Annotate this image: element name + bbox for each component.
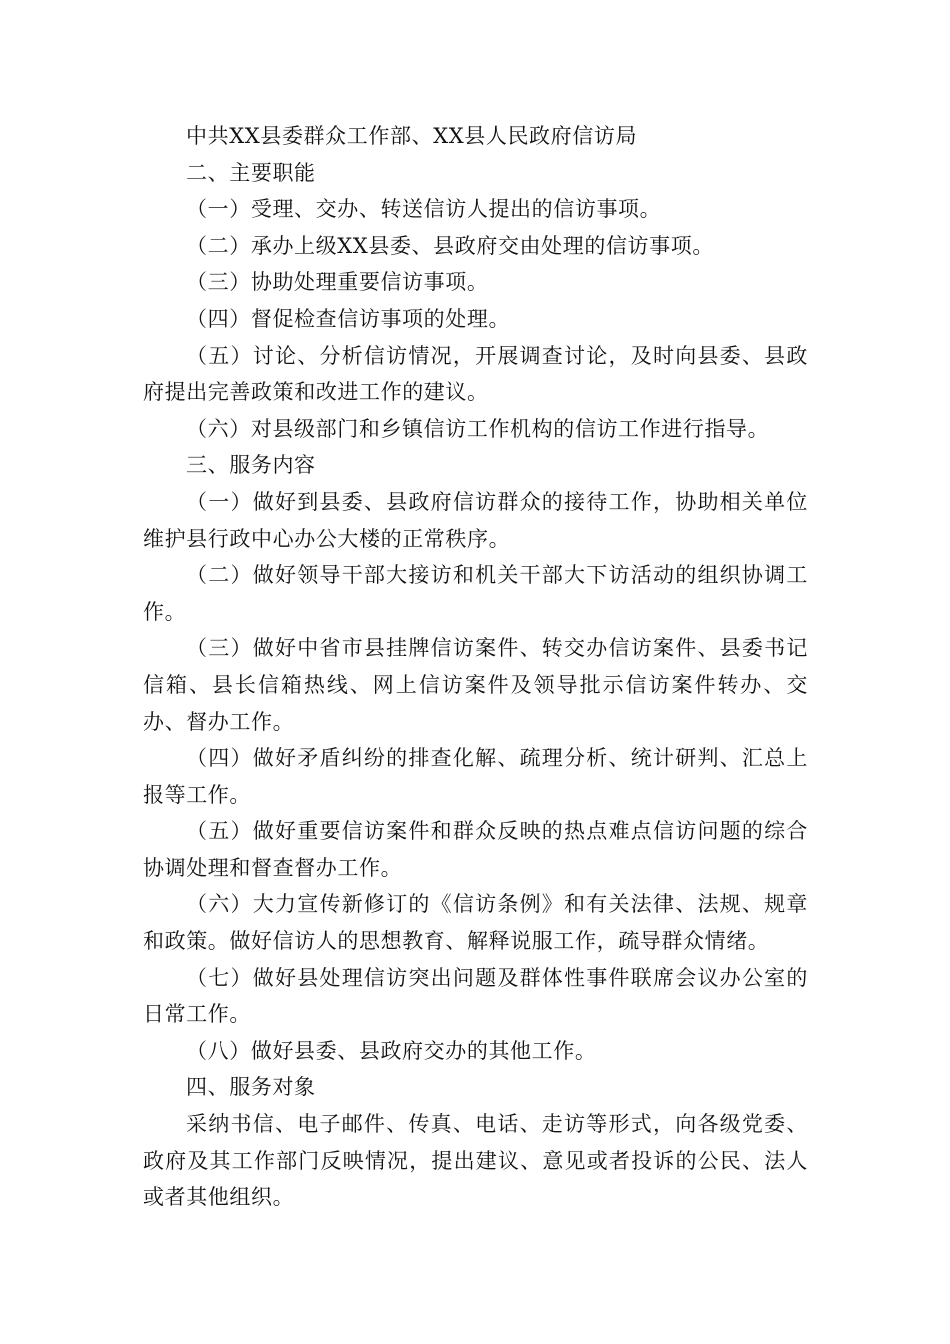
paragraph-service-3: （三）做好中省市县挂牌信访案件、转交办信访案件、县委书记信箱、县长信箱热线、网上信访案件及领导批示信访案件转办、交办、督办工作。	[143, 636, 808, 734]
paragraph-organization-name: 中共XX县委群众工作部、XX县人民政府信访局	[186, 124, 638, 148]
heading-service-content: 三、服务内容	[186, 453, 316, 478]
paragraph-function-3: （三）协助处理重要信访事项。	[186, 270, 489, 295]
paragraph-service-6: （六）大力宣传新修订的《信访条例》和有关法律、法规、规章和政策。做好信访人的思想教育、解释说服工作，疏导群众情绪。	[143, 892, 808, 954]
paragraph-function-5: （五）讨论、分析信访情况，开展调查讨论，及时向县委、县政府提出完善政策和改进工作的建议。	[143, 343, 808, 405]
paragraph-service-2: （二）做好领导干部大接访和机关干部大下访活动的组织协调工作。	[143, 563, 808, 624]
heading-main-functions: 二、主要职能	[186, 160, 316, 185]
paragraph-service-7: （七）做好县处理信访突出问题及群体性事件联席会议办公室的日常工作。	[143, 965, 808, 1027]
paragraph-service-5: （五）做好重要信访案件和群众反映的热点难点信访问题的综合协调处理和督查督办工作。	[143, 819, 808, 880]
paragraph-function-4: （四）督促检查信访事项的处理。	[186, 306, 511, 331]
heading-service-targets: 四、服务对象	[186, 1075, 316, 1100]
paragraph-service-8: （八）做好县委、县政府交办的其他工作。	[186, 1038, 597, 1063]
paragraph-function-1: （一）受理、交办、转送信访人提出的信访事项。	[186, 197, 662, 222]
paragraph-service-4: （四）做好矛盾纠纷的排查化解、疏理分析、统计研判、汇总上报等工作。	[143, 746, 808, 807]
paragraph-function-2: （二）承办上级XX县委、县政府交由处理的信访事项。	[186, 233, 714, 258]
paragraph-service-targets: 采纳书信、电子邮件、传真、电话、走访等形式，向各级党委、政府及其工作部门反映情况，提出建议、意见或者投诉的公民、法人或者其他组织。	[143, 1112, 808, 1210]
document-body	[143, 118, 808, 1216]
paragraph-function-6: （六）对县级部门和乡镇信访工作机构的信访工作进行指导。	[186, 416, 770, 441]
paragraph-service-1: （一）做好到县委、县政府信访群众的接待工作，协助相关单位维护县行政中心办公大楼的正常秩序。	[143, 489, 808, 551]
